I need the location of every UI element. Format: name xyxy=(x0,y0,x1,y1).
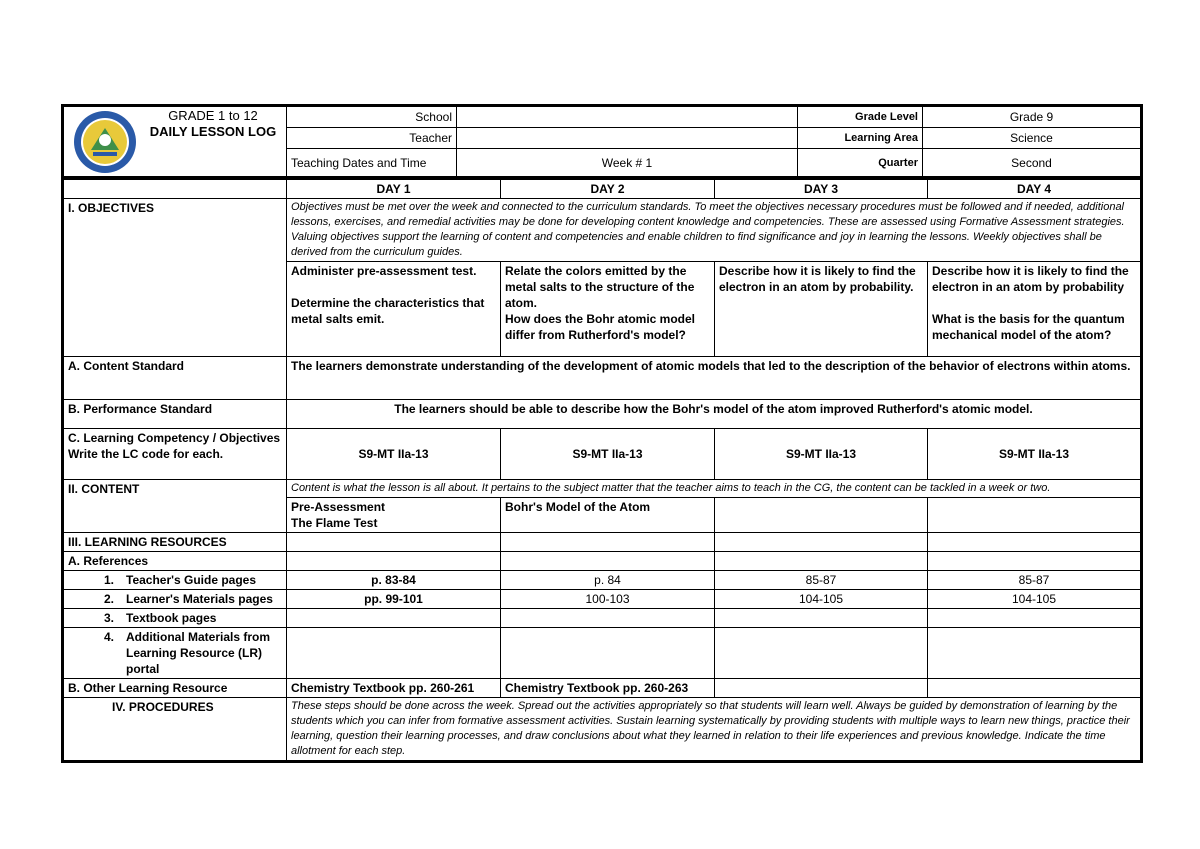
lm-label: Learner's Materials pages xyxy=(126,592,273,606)
empty-cell xyxy=(501,628,715,679)
other-resource xyxy=(928,679,1142,698)
day-header: DAY 3 xyxy=(715,180,928,199)
day-header: DAY 4 xyxy=(928,180,1142,199)
tg-number: 1. xyxy=(104,573,115,587)
dates-value: Week # 1 xyxy=(457,149,798,178)
add-number: 4. xyxy=(104,630,115,644)
other-resource xyxy=(715,679,928,698)
tg-label: Teacher's Guide pages xyxy=(126,573,257,587)
tg-pages: p. 84 xyxy=(501,571,715,590)
log-title: DAILY LESSON LOG xyxy=(149,124,277,139)
tb-label: Textbook pages xyxy=(126,611,217,625)
lm-pages: 104-105 xyxy=(928,590,1142,609)
competency-label: C. Learning Competency / Objectives Write the LC code for each. xyxy=(63,429,287,480)
tg-pages: 85-87 xyxy=(715,571,928,590)
lm-pages: 104-105 xyxy=(715,590,928,609)
procedures-note: These steps should be done across the week. Spread out the activities appropriately so that students will learn well. Always be guided by demonstration of learning by the students which you can infer from formative assessment activities. Sustain learning systematically by providing students with multiple ways to learn new things, practice their learning, question their learning processes, and draw conclusions about what they learned in relation to their life experiences and previous knowledge. Indicate the time allotment for each step. xyxy=(287,698,1142,762)
performance-standard-text: The learners should be able to describe how the Bohr's model of the atom improved Rutherford's atomic model. xyxy=(287,400,1142,429)
content-day3 xyxy=(715,498,928,533)
teacher-value xyxy=(457,128,798,149)
empty-cell xyxy=(928,552,1142,571)
quarter-value: Second xyxy=(923,149,1142,178)
objective-day2: Relate the colors emitted by the metal salts to the structure of the atom. How does the Bohr atomic model differ from Rutherford's model? xyxy=(501,262,715,357)
empty-cell xyxy=(928,628,1142,679)
content-standard-text: The learners demonstrate understanding of the development of atomic models that led to the description of the behavior of electrons within atoms. xyxy=(287,357,1142,400)
day-header: DAY 1 xyxy=(287,180,501,199)
performance-standard-label: B. Performance Standard xyxy=(63,400,287,429)
tg-pages: p. 83-84 xyxy=(287,571,501,590)
learning-area-label: Learning Area xyxy=(798,128,923,149)
school-value xyxy=(457,106,798,128)
lesson-table xyxy=(61,179,1143,763)
resources-label: III. LEARNING RESOURCES xyxy=(63,533,287,552)
objective-day1: Administer pre-assessment test. Determine the characteristics that metal salts emit. xyxy=(287,262,501,357)
objective-day3: Describe how it is likely to find the electron in an atom by probability. xyxy=(715,262,928,357)
empty-cell xyxy=(715,533,928,552)
lc-code: S9-MT IIa-13 xyxy=(928,429,1142,480)
empty-cell xyxy=(287,552,501,571)
dates-label: Teaching Dates and Time xyxy=(287,149,457,178)
other-resource: Chemistry Textbook pp. 260-261 xyxy=(287,679,501,698)
empty-cell xyxy=(928,609,1142,628)
empty-cell xyxy=(715,609,928,628)
empty-cell xyxy=(287,533,501,552)
teacher-label: Teacher xyxy=(287,128,457,149)
lc-code: S9-MT IIa-13 xyxy=(501,429,715,480)
content-day2: Bohr's Model of the Atom xyxy=(501,498,715,533)
content-day4 xyxy=(928,498,1142,533)
empty-cell xyxy=(928,533,1142,552)
add-label: Additional Materials from Learning Resource (LR) portal xyxy=(126,630,271,676)
references-label: A. References xyxy=(63,552,287,571)
other-resource: Chemistry Textbook pp. 260-263 xyxy=(501,679,715,698)
objective-day4: Describe how it is likely to find the electron in an atom by probability What is the basis for the quantum mechanical model of the atom? xyxy=(928,262,1142,357)
objectives-note: Objectives must be met over the week and connected to the curriculum standards. To meet the objectives necessary procedures must be followed and if needed, additional lessons, exercises, and remedial activities may be done for developing content knowledge and competencies. These are assessed using Formative Assessment strategies. Valuing objectives support the learning of content and competencies and enable children to find significance and joy in learning the lessons. Weekly objectives shall be derived from the curriculum guides. xyxy=(287,199,1142,262)
objectives-label: I. OBJECTIVES xyxy=(63,199,287,357)
lm-pages: pp. 99-101 xyxy=(287,590,501,609)
school-label: School xyxy=(287,106,457,128)
empty-cell xyxy=(287,628,501,679)
empty-cell xyxy=(715,552,928,571)
empty-cell xyxy=(501,533,715,552)
tb-number: 3. xyxy=(104,611,115,625)
lm-number: 2. xyxy=(104,592,115,606)
learning-area-value: Science xyxy=(923,128,1142,149)
lm-pages: 100-103 xyxy=(501,590,715,609)
content-label: II. CONTENT xyxy=(63,480,287,533)
daily-lesson-log xyxy=(61,104,1140,763)
empty-cell xyxy=(501,609,715,628)
empty-cell xyxy=(287,609,501,628)
content-note: Content is what the lesson is all about. It pertains to the subject matter that the teacher aims to teach in the CG, the content can be tackled in a week or two. xyxy=(287,480,1142,498)
quarter-label: Quarter xyxy=(798,149,923,178)
lc-code: S9-MT IIa-13 xyxy=(287,429,501,480)
deped-seal-icon xyxy=(73,110,137,174)
corner-cell xyxy=(63,180,287,199)
grade-range: GRADE 1 to 12 xyxy=(168,108,258,123)
tg-pages: 85-87 xyxy=(928,571,1142,590)
other-resource-label: B. Other Learning Resource xyxy=(63,679,287,698)
procedures-label: IV. PROCEDURES xyxy=(63,698,287,762)
empty-cell xyxy=(501,552,715,571)
grade-level-label: Grade Level xyxy=(798,106,923,128)
content-day1: Pre-Assessment The Flame Test xyxy=(287,498,501,533)
grade-level-value: Grade 9 xyxy=(923,106,1142,128)
day-header: DAY 2 xyxy=(501,180,715,199)
empty-cell xyxy=(715,628,928,679)
content-standard-label: A. Content Standard xyxy=(63,357,287,400)
lc-code: S9-MT IIa-13 xyxy=(715,429,928,480)
header-table xyxy=(61,104,1143,179)
